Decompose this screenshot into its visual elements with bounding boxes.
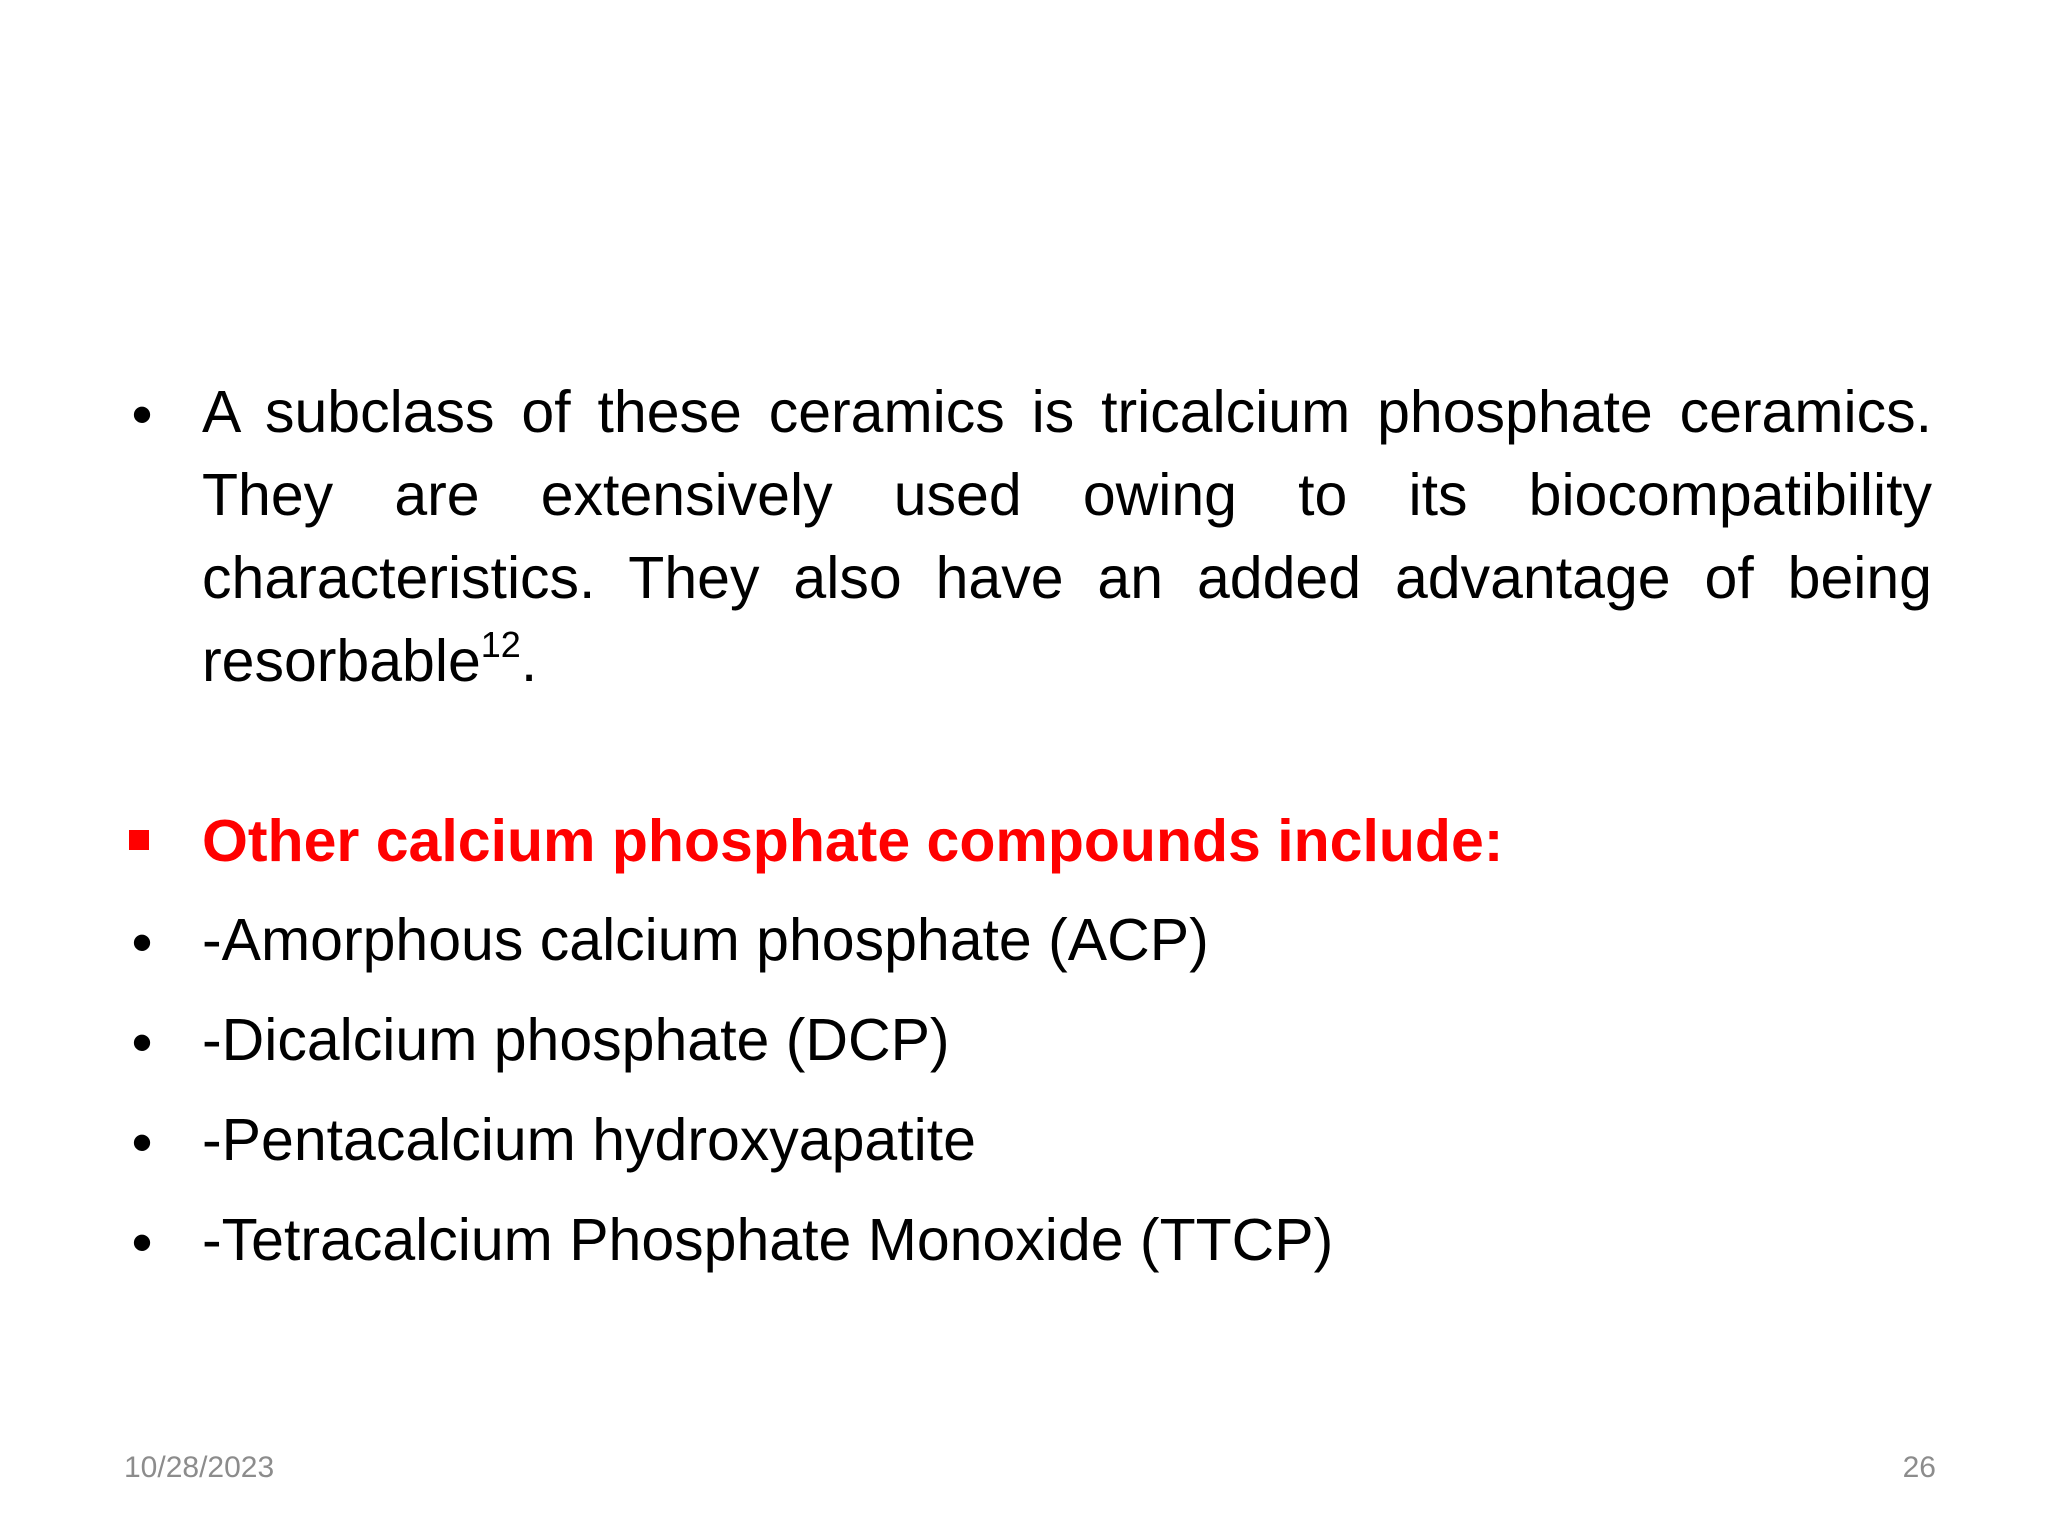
compound-text: -Dicalcium phosphate (DCP): [202, 1007, 950, 1073]
compound-text: -Tetracalcium Phosphate Monoxide (TTCP): [202, 1207, 1334, 1273]
page-number: 26: [1902, 1451, 1936, 1484]
bullet-dot-icon: •: [131, 909, 153, 976]
footer-date: 10/28/2023: [124, 1451, 275, 1484]
bullet-dot-icon: •: [131, 1109, 153, 1176]
section-heading: Other calcium phosphate compounds include:: [202, 808, 1504, 874]
paragraph-text: [202, 371, 1932, 703]
paragraph-line: They are extensively used owing to its biocompatibility: [202, 462, 1932, 528]
compound-text: -Pentacalcium hydroxyapatite: [202, 1107, 976, 1173]
compound-text: -Amorphous calcium phosphate (ACP): [202, 907, 1209, 973]
square-bullet-icon: [129, 830, 149, 850]
bullet-dot-icon: •: [131, 1009, 153, 1076]
bullet-dot-icon: •: [131, 1209, 153, 1276]
paragraph-last-line: [202, 620, 1932, 703]
bullet-dot-icon: •: [131, 381, 153, 448]
paragraph-line: A subclass of these ceramics is tricalcium phosphate ceramics.: [202, 379, 1932, 445]
paragraph-end-punctuation: .: [520, 628, 538, 694]
paragraph-line: characteristics. They also have an added advantage of being: [202, 545, 1932, 611]
citation-superscript: 12: [480, 624, 521, 665]
paragraph-last-line-text: resorbable: [202, 628, 481, 694]
